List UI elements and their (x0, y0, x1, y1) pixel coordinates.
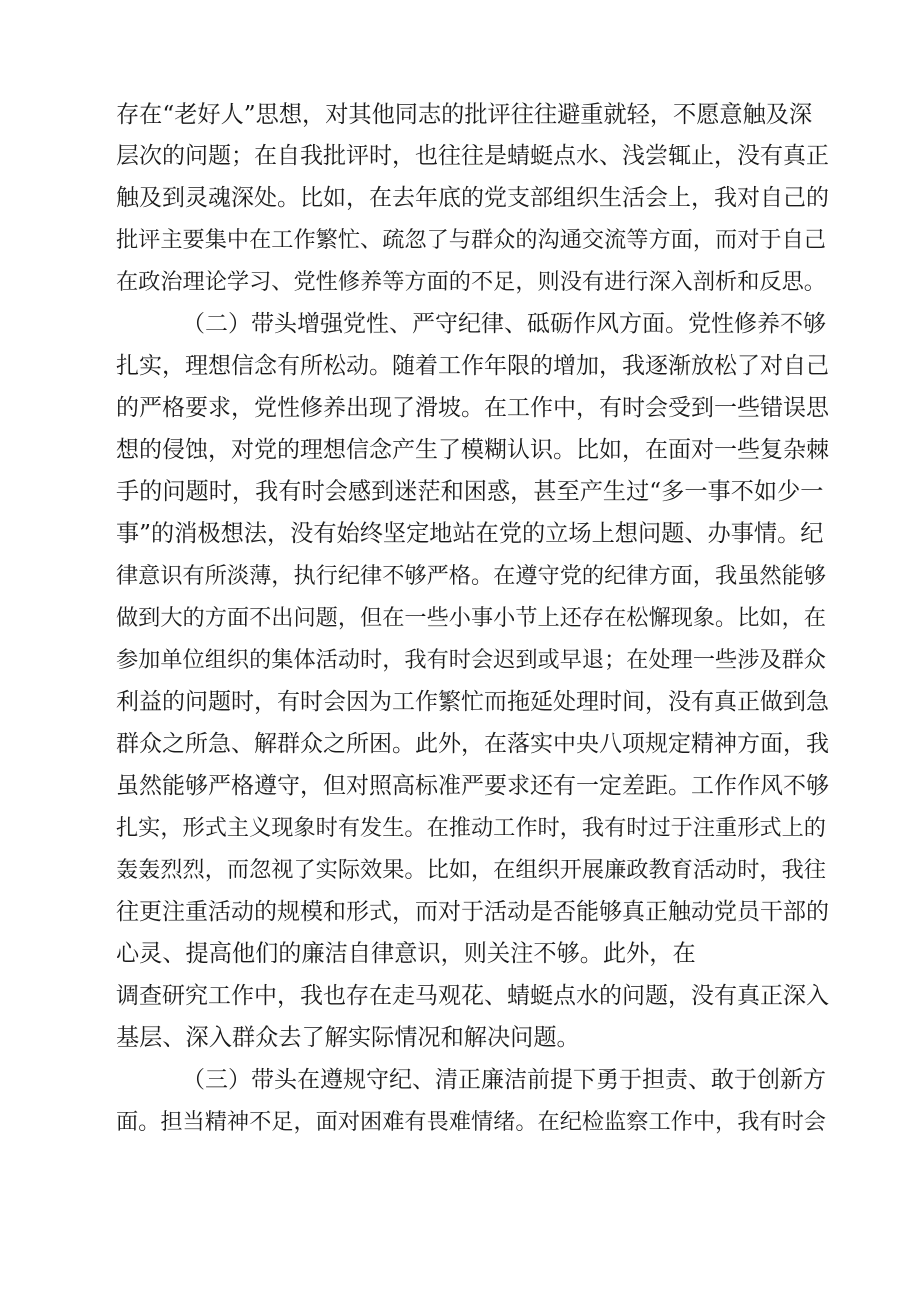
text-line: 往更注重活动的规模和形式，而对于活动是否能够真正触动党员干部的 (116, 899, 829, 925)
text-line: 在政治理论学习、党性修养等方面的不足，则没有进行深入剖析和反思。 (116, 269, 826, 295)
text-line: 基层、深入群众去了解实际情况和解决问题。 (116, 1024, 580, 1051)
text-line: 事”的消极想法，没有始终坚定地站在党的立场上想问题、办事情。纪 (116, 520, 824, 547)
section-heading-line: （三）带头在遵规守纪、清正廉洁前提下勇于担责、敢于创新方 (182, 1067, 826, 1093)
text-line: 手的问题时，我有时会感到迷茫和困惑，甚至产生过“多一事不如少一 (116, 478, 824, 505)
text-line: 的严格要求，党性修养出现了滑坡。在工作中，有时会受到一些错误思 (116, 395, 829, 421)
text-line: 虽然能够严格遵守，但对照高标准严要求还有一定差距。工作作风不够 (116, 773, 829, 799)
text-line: 层次的问题；在自我批评时，也往往是蜻蜓点水、浅尝辄止，没有真正 (116, 143, 829, 169)
text-line: 想的侵蚀，对党的理想信念产生了模糊认识。比如，在面对一些复杂棘 (116, 437, 829, 463)
text-line: 律意识有所淡薄，执行纪律不够严格。在遵守党的纪律方面，我虽然能够 (116, 563, 826, 589)
section-heading-line: （二）带头增强党性、严守纪律、砥砺作风方面。党性修养不够 (182, 311, 826, 337)
text-line: 轰轰烈烈，而忽视了实际效果。比如，在组织开展廉政教育活动时，我往 (116, 857, 826, 883)
text-line: 参加单位组织的集体活动时，我有时会迟到或早退；在处理一些涉及群众 (116, 647, 826, 673)
text-line: 利益的问题时，有时会因为工作繁忙而拖延处理时间，没有真正做到急 (116, 689, 829, 715)
text-line: 存在“老好人”思想，对其他同志的批评往往避重就轻，不愿意触及深 (116, 101, 813, 128)
text-line: 做到大的方面不出问题，但在一些小事小节上还存在松懈现象。比如，在 (116, 605, 826, 631)
text-line: 群众之所急、解群众之所困。此外，在落实中央八项规定精神方面，我 (116, 731, 829, 757)
text-line: 调查研究工作中，我也存在走马观花、蜻蜓点水的问题，没有真正深入 (116, 983, 829, 1009)
text-line: 触及到灵魂深处。比如，在去年底的党支部组织生活会上，我对自己的 (116, 185, 829, 211)
text-line: 批评主要集中在工作繁忙、疏忽了与群众的沟通交流等方面，而对于自己 (116, 227, 826, 253)
text-line: 扎实，形式主义现象时有发生。在推动工作时，我有时过于注重形式上的 (116, 815, 826, 841)
text-line: 扎实，理想信念有所松动。随着工作年限的增加，我逐渐放松了对自己 (116, 353, 829, 379)
text-line: 心灵、提高他们的廉洁自律意识，则关注不够。此外，在 (116, 940, 696, 967)
text-line: 面。担当精神不足，面对困难有畏难情绪。在纪检监察工作中，我有时会 (116, 1109, 826, 1135)
